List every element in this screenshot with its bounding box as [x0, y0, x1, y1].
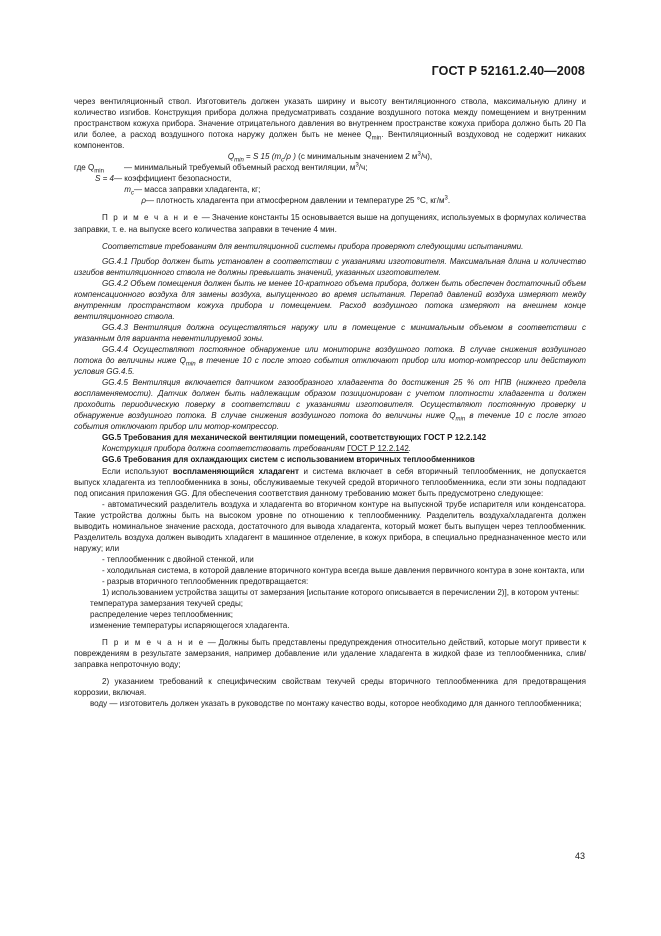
numbered-item-1: 1) использованием устройства защиты от замерзания [испытание которого описывается в перечислении 2)], в котором учтены:: [102, 588, 580, 598]
compliance-statement: Соответствие требованиям для вентиляционной системы прибора проверяют следующими испытаниями.: [102, 241, 524, 251]
definition-row: где $Q_{min}$ — минимальный требуемый объемный расход вентиляции, $м^3/ч$;: [74, 162, 368, 175]
page-number: 43: [574, 851, 585, 861]
note-constant: П р и м е ч а н и е — Значение константы 15 основывается выше на допущениях, используемых в формулах количества заправки, т. е. на выпуске всего количества заправки в течение 4 мин.: [74, 213, 586, 234]
document-body: [74, 96, 586, 709]
sub-item: изменение температуры испаряющегося хладагента.: [90, 621, 290, 631]
standard-link[interactable]: ГОСТ Р 12.2.142: [347, 444, 409, 454]
clause-gg-4-1: GG.4.1 Прибор должен быть установлен в соответствии с указаниями изготовителя. Максимальная длина и количество изгибов вентиляционного ствола не должны превышать значений, указанных изготовителем.: [74, 256, 586, 277]
section-title-gg-5: GG.5 Требования для механической вентиляции помещений, соответствующих ГОСТ Р 12.2.142: [102, 433, 487, 443]
sub-item: температура замерзания текучей среды;: [90, 599, 243, 609]
clause-gg-4-2: GG.4.2 Объем помещения должен быть не менее 10-кратного объема прибора, должен быть обеспечен достаточный объем компенсационного воздуха для замены воздуха, выпущенного во время испытания. Перепад давлений воздуха измеряют между внутренним пространством кожуха прибора и помещением. Расход воздушного потока измеряют на внешнем конце вентиляционного ствола.: [74, 278, 586, 321]
list-item-pressure: - холодильная система, в которой давление вторичного контура всегда выше давления первичного контура в зоне контакта, или: [102, 565, 585, 575]
note-freezing: П р и м е ч а н и е — Должны быть представлены предупреждения относительно действий, которые могут привести к повреждениям в результате замерзания, например добавление или удаление хладагента в жидкой фазе из теплообменника, слив/заправка непроточную воду;: [74, 638, 586, 670]
definition-row: $m_c$ — масса заправки хладагента, кг;: [124, 185, 261, 197]
clause-gg-4-5: GG.4.5 Вентиляция включается датчиком газообразного хладагента до достижения 25 % от НПВ (нижнего предела воспламеняемости). Датчик должен быть надлежащим образом позиционирован с учетом плотности хладагента и должен проходить периодическую поверку в соответствии с указаниями изготовителя. Осуществляют постоянную проверку и обнаружение воздушного потока. В случае снижения воздушного потока до величины ниже $Q_{min}$ в течение 10 с после этого события отключают прибор или мотор-компрессор.: [74, 378, 586, 432]
formula-qmin: $Q_{min} = S$ 15 ($m_c/\rho$ ) (с минимальным значением 2 $м^3/ч$),: [227, 151, 433, 164]
section-title-gg-6: GG.6 Требования для охлаждающих систем с использованием вторичных теплообменников: [102, 455, 475, 465]
clause-gg-4-3: GG.4.3 Вентиляция должна осуществляться наружу или в помещение с минимальным объемом в соответствии с указанным для варианта невентилируемой зоны.: [74, 322, 586, 343]
clause-gg-5-text: Конструкция прибора должна соответствовать требованиям ГОСТ Р 12.2.142.: [102, 444, 412, 454]
definition-row: S = 4 — коэффициент безопасности,: [94, 174, 232, 184]
list-item-separator: - автоматический разделитель воздуха и хладагента во вторичном контуре на выпускной трубе испарителя или конденсатора. Такие устройства должны быть на высоком уровне по отношению к теплообменнику. Разделитель воздуха/хладагента должен выводить номинальное значение расхода, достаточного для вывода хладагента, который может быть выпущен через теплообменник. Разделитель воздуха должен выводить хладагент в машинное отделение, в кожух прибора, в специально предназначенное место или наружу; или: [74, 499, 586, 553]
document-header: ГОСТ Р 52161.2.40—2008: [431, 64, 585, 78]
list-item-double-wall: - теплообменник с двойной стенкой, или: [102, 554, 254, 564]
paragraph-ventilation: через вентиляционный ствол. Изготовитель должен указать ширину и высоту вентиляционного ствола, максимальную длину и количество изгибов. Конструкция прибора должна предусматривать создание воздушного потока между помещением и внутренним пространством кожуха прибора. Значение отрицательного давления во внутреннем пространстве кожуха прибора должно быть 20 Па или более, а расход воздушного потока наружу должен быть не менее $Q_{min}$. Вентиляционный воздуховод не содержит никаких компонентов.: [74, 97, 586, 151]
clause-gg-6-text: Если используют воспламеняющийся хладагент и система включает в себя вторичный теплообменник, не допускается выпуск хладагента из теплообменника в зоны, обслуживаемые текучей средой вторичного теплообменника, если эти зоны подпадают под описания приложения GG. Для обеспечения соответствия данному требованию может быть предусмотрено следующее:: [74, 466, 586, 498]
numbered-item-2: 2) указанием требований к специфическим свойствам текучей среды вторичного теплообменника для предотвращения коррозии, включая.: [74, 677, 586, 698]
formula-definitions: [74, 162, 586, 206]
definition-row: ρ — плотность хладагента при атмосферном давлении и температуре 25 °С, $кг/м^3$.: [141, 195, 451, 206]
sub-item-water: воду — изготовитель должен указать в руководстве по монтажу качество воды, которое необходимо для данного теплообменника;: [90, 699, 582, 709]
sub-item: распределение через теплообменник;: [90, 610, 233, 620]
list-item-rupture: - разрыв вторичного теплообменник предотвращается:: [102, 576, 309, 586]
clause-gg-4-4: GG.4.4 Осуществляют постоянное обнаружение или мониторинг воздушного потока. В случае снижения воздушного потока до величины ниже $Q_{min}$ в течение 10 с после этого события отключают прибор или мотор-компрессор или действуют условия GG.4.5.: [74, 344, 586, 377]
